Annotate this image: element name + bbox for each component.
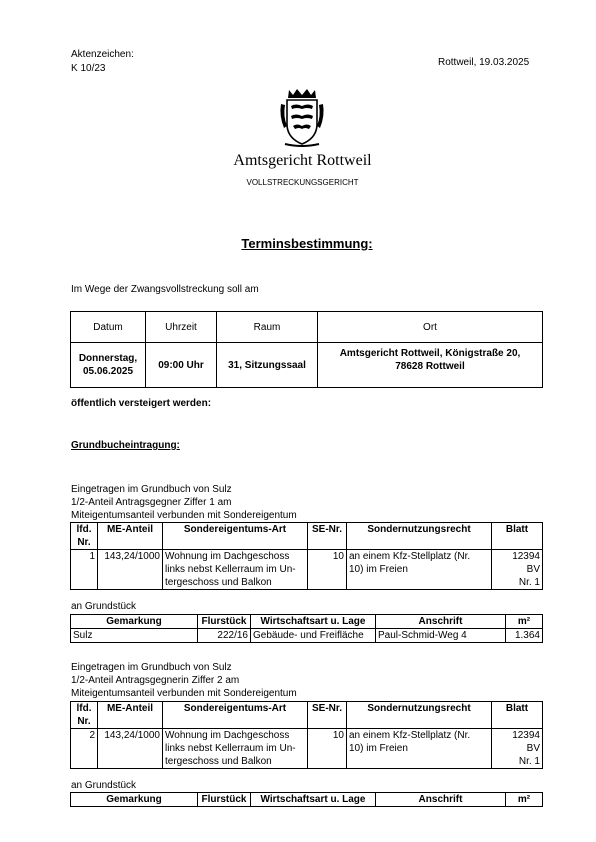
coat-of-arms-icon bbox=[279, 86, 325, 148]
col-raum: Raum bbox=[217, 312, 318, 343]
aktenzeichen-value: K 10/23 bbox=[71, 63, 106, 74]
entry-2-an-grundstueck: an Grundstück bbox=[71, 780, 137, 791]
entry-2-table bbox=[70, 701, 543, 769]
col-sondernutzung: Sondernutzungsrecht bbox=[347, 702, 492, 729]
entry-1-grundstueck-table: Gemarkung Flurstück Wirtschaftsart u. Lage Anschrift m² Sulz 222/16 Gebäude- und Freifläche Paul-Schmid-Weg 4 1.364 bbox=[70, 614, 543, 643]
col-lfd: lfd. Nr. bbox=[71, 523, 98, 550]
termin-raum: 31, Sitzungssaal bbox=[217, 343, 318, 388]
entry-2-line3: Miteigentumsanteil verbunden mit Sondereigentum bbox=[71, 688, 297, 699]
grundbuch-heading: Grundbucheintragung: bbox=[71, 440, 180, 451]
place-date: Rottweil, 19.03.2025 bbox=[438, 57, 530, 68]
col-sondereigentum: Sondereigentums-Art bbox=[163, 702, 308, 729]
col-datum: Datum bbox=[71, 312, 146, 343]
col-sondereigentum: Sondereigentums-Art bbox=[163, 523, 308, 550]
col-me-anteil: ME-Anteil bbox=[98, 702, 163, 729]
col-lfd: lfd. Nr. bbox=[71, 702, 98, 729]
col-sondernutzung: Sondernutzungsrecht bbox=[347, 523, 492, 550]
termin-datum: Donnerstag, 05.06.2025 bbox=[71, 343, 146, 388]
entry-1-line1: Eingetragen im Grundbuch von Sulz bbox=[71, 484, 232, 495]
table-row: Sulz 222/16 Gebäude- und Freifläche Paul-Schmid-Weg 4 1.364 bbox=[71, 629, 543, 643]
intro-text: Im Wege der Zwangsvollstreckung soll am bbox=[71, 284, 259, 295]
entry-1-an-grundstueck: an Grundstück bbox=[71, 601, 137, 612]
aktenzeichen-label: Aktenzeichen: bbox=[71, 49, 134, 60]
document-title: Terminsbestimmung: bbox=[241, 236, 373, 251]
entry-2-line1: Eingetragen im Grundbuch von Sulz bbox=[71, 662, 232, 673]
entry-1-line2: 1/2-Anteil Antragsgegner Ziffer 1 am bbox=[71, 497, 232, 508]
table-row: 2 143,24/1000 Wohnung im Dachgeschoss links nebst Kellerraum im Un- tergeschoss und Balkon 10 an einem Kfz-Stellplatz (Nr. 10) im Freien 12394 BV Nr. 1 bbox=[71, 729, 543, 769]
col-me-anteil: ME-Anteil bbox=[98, 523, 163, 550]
entry-2-grundstueck-table: Gemarkung Flurstück Wirtschaftsart u. Lage Anschrift m² bbox=[70, 792, 543, 807]
col-uhrzeit: Uhrzeit bbox=[146, 312, 217, 343]
court-department: VOLLSTRECKUNGSGERICHT bbox=[246, 178, 359, 187]
col-blatt: Blatt bbox=[492, 523, 543, 550]
entry-2-line2: 1/2-Anteil Antragsgegnerin Ziffer 2 am bbox=[71, 675, 240, 686]
termin-table bbox=[70, 311, 543, 388]
entry-1-line3: Miteigentumsanteil verbunden mit Sondereigentum bbox=[71, 510, 297, 521]
col-ort: Ort bbox=[318, 312, 543, 343]
table-row: 1 143,24/1000 Wohnung im Dachgeschoss links nebst Kellerraum im Un- tergeschoss und Balkon 10 an einem Kfz-Stellplatz (Nr. 10) im Freien 12394 BV Nr. 1 bbox=[71, 550, 543, 590]
col-se-nr: SE-Nr. bbox=[308, 523, 347, 550]
col-se-nr: SE-Nr. bbox=[308, 702, 347, 729]
outro-text: öffentlich versteigert werden: bbox=[71, 398, 212, 409]
termin-uhrzeit: 09:00 Uhr bbox=[146, 343, 217, 388]
termin-ort: Amtsgericht Rottweil, Königstraße 20, 78628 Rottweil bbox=[318, 343, 543, 388]
entry-1-table bbox=[70, 522, 543, 590]
col-blatt: Blatt bbox=[492, 702, 543, 729]
court-name: Amtsgericht Rottweil bbox=[233, 152, 372, 169]
